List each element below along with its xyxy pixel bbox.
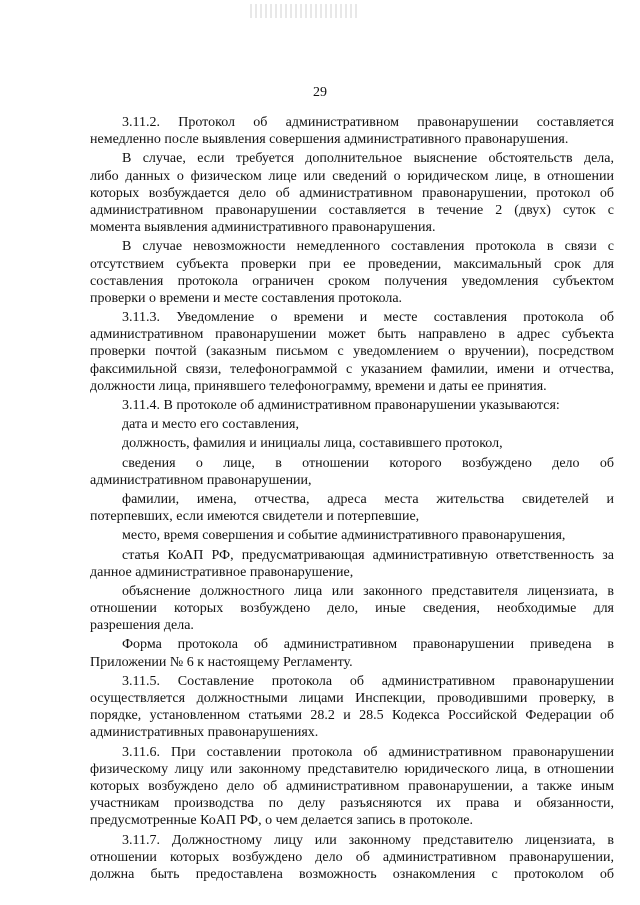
paragraph: [90, 238, 614, 307]
text-line: отсутствием субъекта проверки при ее проведении, максимальный срок для: [90, 256, 614, 272]
text-line: осуществляется должностными лицами Инспекции, проводившими проверку, в: [90, 691, 614, 706]
paragraph: [90, 435, 614, 452]
paragraph: [90, 636, 614, 670]
text-line: объяснение должностного лица или законного представителя лицензиата, в: [122, 583, 614, 599]
text-line: Форма протокола об административном правонарушении приведена в: [122, 637, 614, 653]
text-line: предусмотренные КоАП РФ, о чем делается запись в протоколе.: [90, 813, 474, 829]
text-line: должности лица, принявшего телефонограмму, времени и даты ее принятия.: [90, 378, 547, 394]
text-line: статья КоАП РФ, предусматривающая административную ответственность за: [122, 547, 614, 563]
paragraph: [90, 832, 614, 884]
paragraph: [90, 397, 614, 414]
text-line: которых возбуждается дело об административном правонарушении, протокол об: [90, 185, 614, 201]
text-line: административном правонарушении может быть направлено в адрес субъекта: [90, 327, 614, 343]
paragraph: [90, 114, 614, 148]
text-line: участникам производства по делу разъясняются их права и обязанности,: [90, 796, 614, 812]
text-line: административных правонарушениях.: [90, 725, 319, 741]
text-line: место, время совершения и событие административного правонарушения,: [122, 528, 566, 544]
text-line: проверки о времени и месте составления протокола.: [90, 290, 403, 306]
text-line: административном правонарушении,: [90, 472, 312, 488]
text-line: отношении которых возбуждено дело об административном правонарушении,: [90, 849, 614, 865]
scan-artifact: [250, 4, 360, 18]
text-line: немедленно после выявления совершения административного правонарушения.: [90, 132, 569, 148]
paragraph: [90, 744, 614, 830]
text-line: 3.11.3. Уведомление о времени и месте составления протокола об: [122, 310, 614, 326]
text-line: должность, фамилия и инициалы лица, составившего протокол,: [122, 436, 503, 452]
text-line: физическому лицу или законному представителю юридического лица, в отношении: [90, 761, 614, 777]
text-line: дата и место его составления,: [122, 417, 299, 433]
text-line: которых возбуждено дело об административном правонарушении, а также иным: [90, 778, 614, 794]
paragraph: [90, 547, 614, 581]
text-line: факсимильной связи, телефонограммой с указанием фамилии, имени и отчества,: [90, 361, 614, 377]
text-line: проверки почтой (заказным письмом с уведомлением о вручении), посредством: [90, 344, 614, 360]
text-line: потерпевших, если имеются свидетели и потерпевшие,: [90, 509, 420, 525]
page-number: 29: [313, 85, 327, 100]
text-line: 3.11.7. Должностному лицу или законному представителю лицензиата, в: [122, 832, 614, 848]
paragraph: [90, 491, 614, 525]
text-line: разрешения дела.: [90, 618, 194, 634]
paragraph: [90, 150, 614, 236]
text-line: момента выявления административного правонарушения.: [90, 220, 436, 236]
paragraph: [90, 527, 614, 544]
text-line: 3.11.4. В протоколе об административном правонарушении указываются:: [122, 398, 560, 413]
paragraph: [90, 309, 614, 395]
text-line: Приложении № 6 к настоящему Регламенту.: [90, 654, 353, 670]
text-line: либо данных о физическом лице или сведений о юридическом лице, в отношении: [90, 168, 614, 184]
text-line: 3.11.2. Протокол об административном правонарушении составляется: [122, 115, 614, 130]
text-line: фамилии, имена, отчества, адреса места жительства свидетелей и: [122, 491, 614, 507]
paragraph-gap: [90, 883, 614, 885]
text-line: административном правонарушении составляется в течение 2 (двух) суток с: [90, 202, 614, 218]
document-body: [90, 114, 614, 885]
text-line: отношении которых возбуждено дело, иные сведения, необходимые для: [90, 601, 614, 617]
paragraph: [90, 455, 614, 489]
text-line: В случае невозможности немедленного составления протокола в связи с: [122, 239, 614, 255]
text-line: В случае, если требуется дополнительное выяснение обстоятельств дела,: [122, 151, 614, 167]
text-line: составления протокола ограничен сроком получения уведомления субъектом: [90, 273, 614, 289]
text-line: порядке, установленном статьями 28.2 и 28.5 Кодекса Российской Федерации об: [90, 708, 614, 724]
text-line: должна быть предоставлена возможность ознакомления с протоколом об: [90, 866, 614, 882]
paragraph: [90, 416, 614, 433]
text-line: данное административное правонарушение,: [90, 564, 354, 580]
text-line: 3.11.5. Составление протокола об административном правонарушении: [122, 673, 614, 689]
text-line: 3.11.6. При составлении протокола об административном правонарушении: [122, 744, 614, 760]
text-line: сведения о лице, в отношении которого возбуждено дело об: [122, 455, 614, 471]
paragraph: [90, 673, 614, 742]
paragraph: [90, 583, 614, 635]
